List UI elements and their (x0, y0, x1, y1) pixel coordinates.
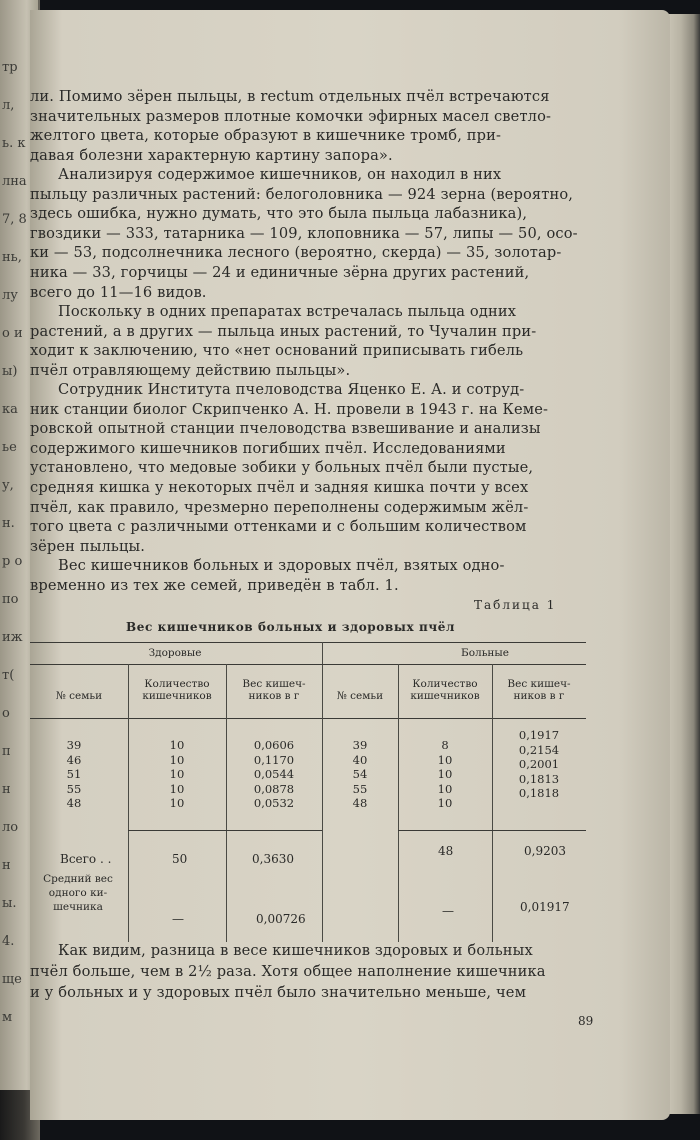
col-weight-header-line: ников в г (248, 690, 300, 702)
body-line: ника — 33, горчицы — 24 и единичные зёрна других растений, (30, 263, 530, 281)
table-cell: 55 (352, 781, 368, 796)
table-cell: 54 (352, 767, 368, 781)
previous-page-text-fragment: ье (2, 440, 17, 455)
col-weight-header-line: Вес кишеч- (507, 678, 571, 690)
previous-page-text-fragment: 4. (2, 934, 15, 949)
table-cell: 10 (169, 767, 185, 781)
closing-line: и у больных и у здоровых пчёл было значительно меньше, чем (30, 984, 527, 1001)
table-cell: 10 (437, 767, 453, 781)
col-family-header: № семьи (55, 690, 103, 702)
previous-page-text-fragment: м (2, 1010, 13, 1025)
previous-page-text-fragment: ы) (2, 364, 18, 379)
col-weight-header-sick (492, 678, 586, 702)
closing-line: пчёл больше, чем в 2½ раза. Хотя общее наполнение кишечника (30, 963, 546, 980)
average-label-line: шечника (53, 901, 103, 913)
average-label-line: Средний вес (43, 873, 113, 885)
col-weight-header-line: ников в г (513, 690, 565, 702)
table-cell: 0,0544 (253, 767, 295, 781)
previous-page-text-fragment: ь. к (2, 136, 26, 151)
previous-page-text-fragment: по (2, 592, 19, 607)
total-healthy-weight: 0,3630 (252, 852, 294, 866)
body-line: пчёл, как правило, чрезмерно переполнены содержимым жёл- (30, 498, 529, 516)
sick-family-column (322, 738, 398, 811)
table-cell: 0,2001 (518, 757, 560, 771)
previous-page-text-fragment: ще (2, 972, 22, 987)
body-line: средняя кишка у некоторых пчёл и задняя кишка почти у всех (30, 479, 529, 496)
healthy-weight-column (226, 738, 322, 811)
average-sick-count: — (442, 904, 454, 918)
table-cell: 10 (169, 738, 185, 752)
average-healthy-weight: 0,00726 (256, 912, 306, 926)
previous-page-text-fragment: ы. (2, 896, 17, 911)
table-cell: 0,0878 (253, 781, 295, 796)
body-line: того цвета с различными оттенками и с большим количеством (30, 518, 527, 536)
total-sick-count: 48 (438, 844, 454, 858)
table-caption: Таблица 1 (474, 598, 557, 612)
table-col-divider (492, 664, 493, 942)
table-rule-groups (30, 664, 586, 665)
previous-page-text-fragment: о и (2, 326, 23, 341)
table-cell: 0,0606 (253, 738, 295, 752)
col-count-header-line: Количество (412, 678, 478, 690)
body-line: ки — 53, подсолнечника лесного (вероятно, скерда) — 35, золотар- (30, 244, 562, 262)
total-healthy-count: 50 (172, 852, 188, 866)
book-page (30, 10, 670, 1120)
previous-page-text-fragment: 7, 8 (2, 212, 27, 227)
previous-page-text-fragment: н (2, 858, 11, 873)
col-count-header-line: Количество (144, 678, 210, 690)
previous-page-text-fragment: о (2, 706, 10, 721)
table-cell: 46 (66, 752, 82, 767)
body-line: установлено, что медовые зобики у больных пчёл были пустые, (30, 459, 534, 477)
page-number: 89 (578, 1014, 594, 1028)
table-cell: 0,1170 (253, 752, 295, 767)
body-line: Поскольку в одних препаратах встречалась пыльца одних (58, 303, 517, 321)
average-label (28, 872, 128, 914)
table-cell: 10 (169, 781, 185, 796)
col-count-header-sick (398, 678, 492, 702)
previous-page-text-fragment: лна (2, 174, 27, 189)
table-cell: 0,1917 (518, 728, 560, 742)
body-line: всего до 11—16 видов. (30, 283, 207, 301)
total-label: Всего . . (60, 852, 112, 866)
previous-page-text-fragment: ло (2, 820, 19, 835)
table-cell: 39 (352, 738, 368, 752)
average-sick-weight: 0,01917 (520, 900, 570, 914)
table-cell: 40 (352, 752, 368, 767)
col-count-header-line: кишечников (410, 690, 480, 702)
col-count-header (128, 678, 226, 702)
previous-page-text-fragment: р о (2, 554, 23, 569)
sick-count-column (398, 738, 492, 811)
body-line: пыльцу различных растений: белоголовника — 924 зерна (вероятно, (30, 185, 574, 203)
previous-page-text-fragment: лу (2, 288, 18, 303)
previous-page-text-fragment: нь, (2, 250, 22, 265)
body-line: содержимого кишечников погибших пчёл. Исследованиями (30, 439, 506, 457)
table-cell: 10 (437, 796, 453, 810)
previous-page-text-fragment: н. (2, 516, 15, 531)
table-rule-total (398, 830, 586, 831)
healthy-family-column (30, 738, 118, 811)
table-cell: 39 (66, 738, 82, 752)
page-stack-edge (668, 14, 700, 1114)
previous-page-text-fragment: п (2, 744, 11, 759)
table-cell: 48 (352, 796, 368, 810)
previous-page-text-fragment: у, (2, 478, 14, 493)
table-cell: 10 (437, 752, 453, 767)
body-line: пчёл отравляющему действию пыльцы». (30, 361, 351, 379)
table-cell: 10 (169, 796, 185, 810)
healthy-count-column (128, 738, 226, 811)
body-line: Вес кишечников больных и здоровых пчёл, взятых одно- (58, 557, 505, 575)
body-line: ходит к заключению, что «нет оснований приписывать гибель (30, 342, 524, 360)
body-line: ник станции биолог Скрипченко А. Н. провели в 1943 г. на Кеме- (30, 400, 549, 418)
body-line: временно из тех же семей, приведён в табл. 1. (30, 576, 399, 594)
closing-line: Как видим, разница в весе кишечников здоровых и больных (58, 942, 533, 959)
table-title: Вес кишечников больных и здоровых пчёл (126, 620, 456, 634)
body-line: здесь ошибка, нужно думать, что это была пыльца лабазника), (30, 205, 528, 223)
previous-page-text-fragment: тр (2, 60, 18, 75)
body-line: зёрен пыльцы. (30, 537, 146, 555)
table-cell: 10 (169, 752, 185, 767)
table-rule-top (30, 642, 586, 643)
body-line: растений, а в других — пыльца иных растений, то Чучалин при- (30, 322, 537, 340)
body-line: Анализируя содержимое кишечников, он находил в них (58, 166, 502, 184)
col-weight-header (226, 678, 322, 702)
table-cell: 8 (441, 738, 449, 752)
body-line: Сотрудник Института пчеловодства Яценко Е. А. и сотруд- (58, 381, 525, 399)
table-rule-header (30, 718, 586, 719)
group-healthy-header: Здоровые (148, 647, 202, 659)
table-cell: 55 (66, 781, 82, 796)
previous-page-text-fragment: иж (2, 630, 23, 645)
table-cell: 0,1813 (518, 771, 560, 786)
body-line: ровской опытной станции пчеловодства взвешивание и анализы (30, 420, 541, 438)
table-cell: 51 (66, 767, 82, 781)
body-line: ли. Помимо зёрен пыльцы, в rectum отдельных пчёл встречаются (30, 88, 550, 105)
sick-weight-column (492, 728, 586, 801)
body-line: значительных размеров плотные комочки эфирных масел светло- (30, 107, 552, 125)
data-table (30, 642, 586, 942)
previous-page-text-fragment: н (2, 782, 11, 797)
table-cell: 0,1818 (518, 786, 560, 800)
average-label-line: одного ки- (48, 887, 108, 899)
table-rule-total (128, 830, 322, 831)
table-cell: 48 (66, 796, 82, 810)
body-line: давая болезни характерную картину запора». (30, 146, 393, 164)
col-weight-header-line: Вес кишеч- (242, 678, 306, 690)
table-cell: 10 (437, 781, 453, 796)
previous-page-text-fragment: т( (2, 668, 15, 683)
col-count-header-line: кишечников (142, 690, 212, 702)
body-line: гвоздики — 333, татарника — 109, клоповника — 57, липы — 50, осо- (30, 224, 578, 242)
table-cell: 0,0532 (253, 796, 295, 810)
body-line: желтого цвета, которые образуют в кишечнике тромб, при- (30, 127, 502, 145)
col-family-header-sick: № семьи (336, 690, 384, 702)
total-sick-weight: 0,9203 (524, 844, 566, 858)
table-cell: 0,2154 (518, 742, 560, 757)
group-sick-header: Больные (461, 647, 509, 659)
previous-page-text-fragment: л, (2, 98, 15, 113)
average-healthy-count: — (172, 912, 184, 926)
previous-page-text-fragment: ка (2, 402, 18, 417)
